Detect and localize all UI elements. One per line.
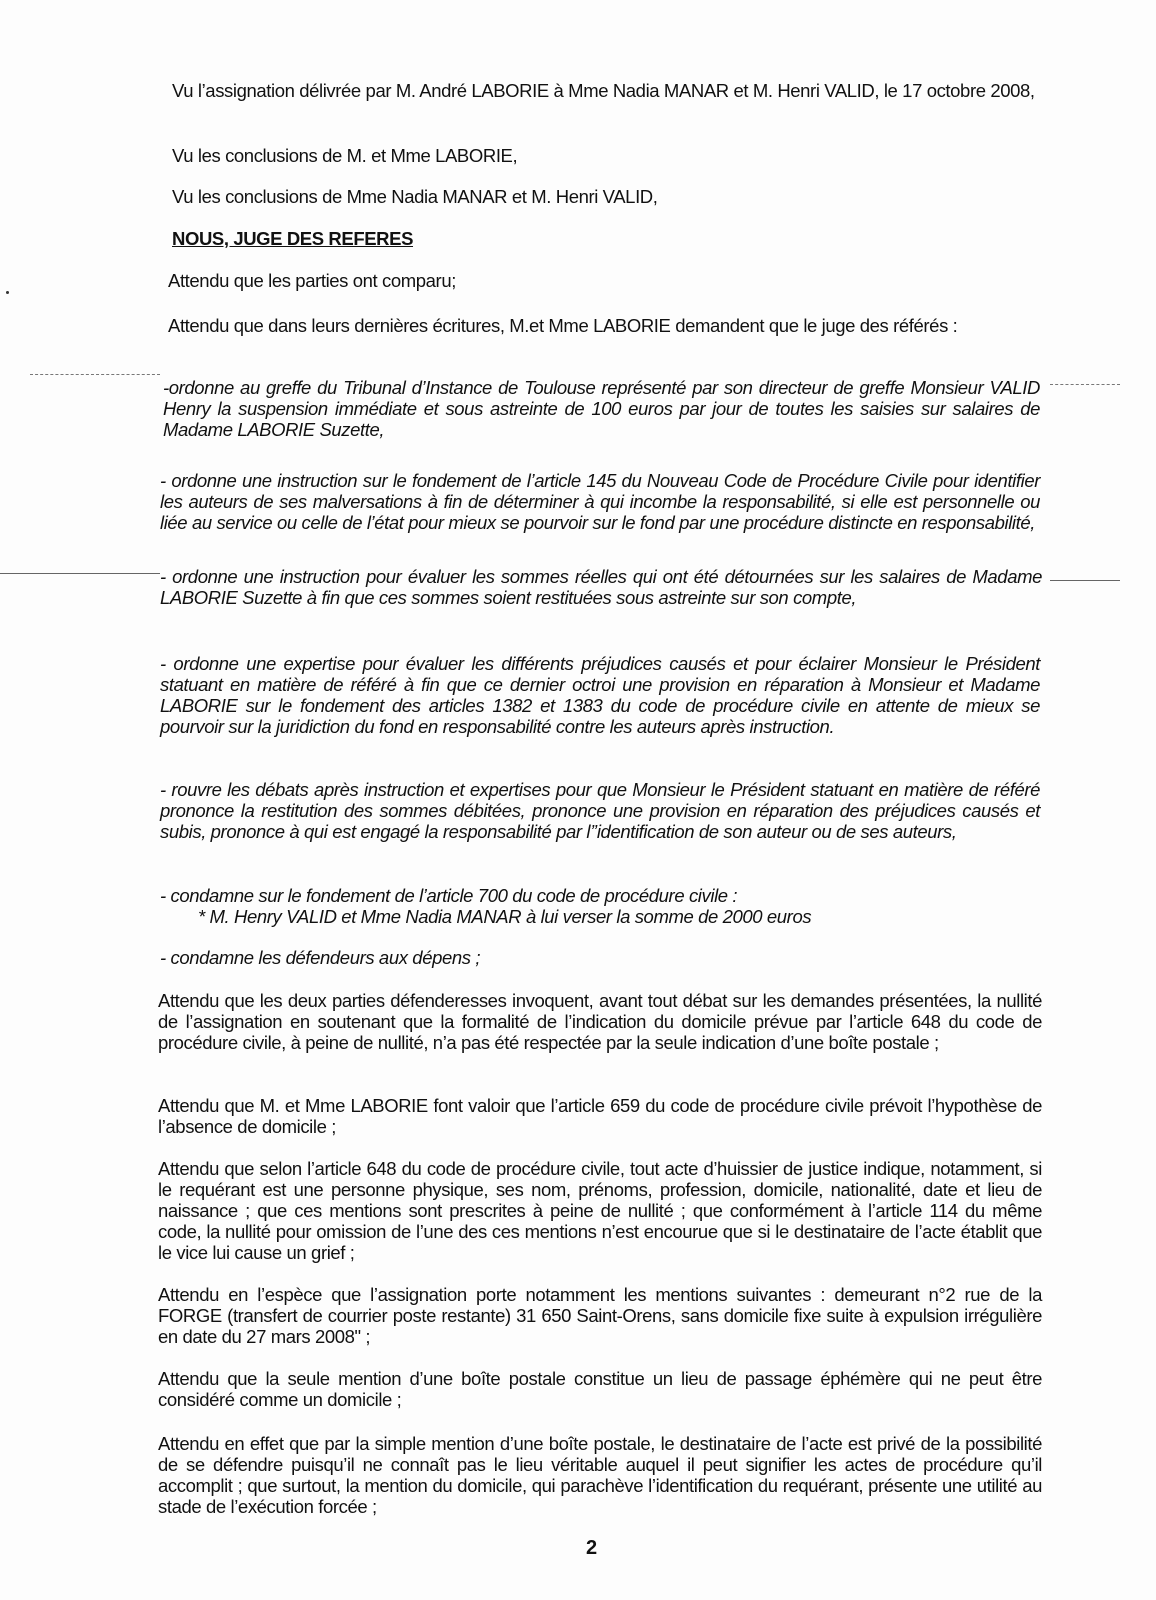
paragraph-vu-conclusions-defendeurs: Vu les conclusions de Mme Nadia MANAR et M. Henri VALID,: [172, 186, 658, 207]
margin-line-left-2: [0, 573, 160, 574]
paragraph-attendu-nullite: Attendu que les deux parties défenderesses invoquent, avant tout débat sur les demandes présentées, la nullité de l’assignation en soutenant que la formalité de l’indication du domicile prévue par l’article 648 du code de procédure civile, à peine de nullité, n’a pas été respectée par la seule indication d’une boîte postale ;: [158, 990, 1042, 1053]
request-suspension: -ordonne au greffe du Tribunal d’Instance de Toulouse représenté par son directeur de greffe Monsieur VALID Henry la suspension immédiate et sous astreinte de 100 euros par jour de toutes les saisies sur salaires de Madame LABORIE Suzette,: [163, 377, 1040, 440]
request-expertise: - ordonne une expertise pour évaluer les différents préjudices causés et pour éclairer Monsieur le Président statuant en matière de référé à fin que ce dernier octroi une provision en réparation à Monsieur et Madame LABORIE sur le fondement des articles 1382 et 1383 du code de procédure civile en attente de mieux se pourvoir sur la juridiction du fond en responsabilité contre les auteurs après instruction.: [160, 653, 1040, 737]
margin-line-right-2: [1050, 580, 1120, 581]
paragraph-attendu-article-659: Attendu que M. et Mme LABORIE font valoir que l’article 659 du code de procédure civile prévoit l’hypothèse de l’absence de domicile ;: [158, 1095, 1042, 1137]
margin-line-left: [30, 374, 160, 375]
margin-line-right: [1050, 384, 1120, 385]
paragraph-attendu-en-effet: Attendu en effet que par la simple mention d’une boîte postale, le destinataire de l’acte est privé de la possibilité de se défendre puisqu’il ne connaît pas le lieu véritable auquel il peut signifier les actes de procédure qu’il accomplit ; que surtout, la mention du domicile, qui parachève l’identification du requérant, présente une utilité au stade de l’exécution forcée ;: [158, 1433, 1042, 1517]
page-number: 2: [586, 1537, 598, 1559]
request-instruction-article-145: - ordonne une instruction sur le fondement de l’article 145 du Nouveau Code de Procédure Civile pour identifier les auteurs de ses malversations à fin de déterminer à qui incombe la responsabilité, si elle est personnelle ou liée au service ou celle de l’état pour mieux se pourvoir sur le fond par une procédure distincte en responsabilité,: [160, 470, 1040, 533]
request-condamne-article-700: - condamne sur le fondement de l’article 700 du code de procédure civile :: [160, 885, 738, 906]
paragraph-attendu-espece: Attendu en l’espèce que l’assignation porte notamment les mentions suivantes : demeurant n°2 rue de la FORGE (transfert de courrier poste restante) 31 650 Saint-Orens, sans domicile fixe suite à expulsion irrégulière en date du 27 mars 2008" ;: [158, 1284, 1042, 1347]
request-condamne-depens: - condamne les défendeurs aux dépens ;: [160, 947, 481, 968]
paragraph-attendu-boite-postale: Attendu que la seule mention d’une boîte postale constitue un lieu de passage éphémère qui ne peut être considéré comme un domicile ;: [158, 1368, 1042, 1410]
section-heading: NOUS, JUGE DES REFERES: [172, 228, 414, 249]
paragraph-vu-assignation: Vu l’assignation délivrée par M. André LABORIE à Mme Nadia MANAR et M. Henri VALID, le 17 octobre 2008,: [172, 80, 1035, 101]
paragraph-vu-conclusions-laborie: Vu les conclusions de M. et Mme LABORIE,: [172, 145, 518, 166]
paragraph-attendu-article-648: Attendu que selon l’article 648 du code de procédure civile, tout acte d’huissier de justice indique, notamment, si le requérant est une personne physique, ses nom, prénoms, profession, domicile, nationalité, date et lieu de naissance ; que ces mentions sont prescrites à peine de nullité ; que conformément à l’article 114 du même code, la nullité pour omission de l’une des ces mentions n’est encourue que si le destinataire de l’acte établit que le vice lui cause un grief ;: [158, 1158, 1042, 1263]
paragraph-attendu-demandes: Attendu que dans leurs dernières écritures, M.et Mme LABORIE demandent que le juge des référés :: [168, 315, 958, 336]
request-condamne-bullet: * M. Henry VALID et Mme Nadia MANAR à lui verser la somme de 2000 euros: [198, 906, 812, 927]
request-rouvre-debats: - rouvre les débats après instruction et expertises pour que Monsieur le Président statuant en matière de référé prononce la restitution des sommes débitées, prononce une provision en réparation des préjudices causés et subis, prononce à qui est engagé la responsabilité par l’’identification de son auteur ou de ses auteurs,: [160, 779, 1040, 842]
paragraph-attendu-comparu: Attendu que les parties ont comparu;: [168, 270, 456, 291]
scan-speck: [6, 291, 9, 294]
request-instruction-sommes: - ordonne une instruction pour évaluer les sommes réelles qui ont été détournées sur les salaires de Madame LABORIE Suzette à fin que ces sommes soient restituées sous astreinte sur son compte,: [160, 566, 1042, 608]
